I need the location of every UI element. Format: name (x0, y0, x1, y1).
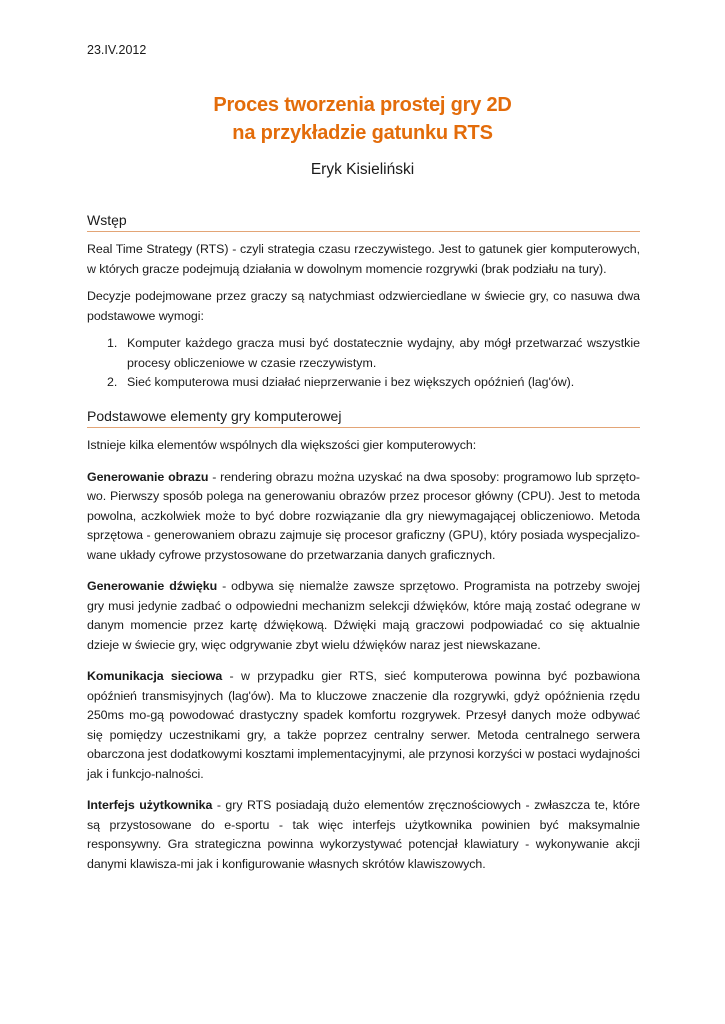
elements-heading: Podstawowe elementy gry komputerowej (87, 408, 640, 428)
element-term: Komunikacja sieciowa (87, 669, 223, 683)
element-paragraph-sound (87, 577, 640, 655)
requirements-list (87, 334, 640, 393)
element-description: - rendering obrazu można uzyskać na dwa sposoby: programowo lub sprzęto-wo. Pierwszy sposób polega na generowaniu obrazów przez procesor główny (CPU). Jest to metoda powolna, aczkolwiek może to być dobre rozwiązanie dla gry niewymagającej obliczeniowo. Metoda sprzętowa - generowaniem obrazu zajmuje się procesor graficzny (GPU), który posiada wyspecjalizo-wane układy cyfrowe przystosowane do przetwarzania danych graficznych. (87, 469, 640, 562)
document-date: 23.IV.2012 (87, 43, 147, 57)
list-item-number: 2. (107, 375, 118, 389)
title-line-1: Proces tworzenia prostej gry 2D (213, 94, 512, 116)
intro-section (87, 212, 640, 393)
list-item (87, 334, 640, 373)
intro-paragraph-2: Decyzje podejmowane przez graczy są natychmiast odzwierciedlane w świecie gry, co nasuwa dwa podstawowe wymogi: (87, 289, 640, 323)
author-name: Eryk Kisieliński (310, 161, 415, 178)
element-paragraph-network (87, 667, 640, 784)
element-term: Generowanie dźwięku (87, 579, 218, 593)
list-item (87, 373, 640, 393)
list-item-text: Komputer każdego gracza musi być dostatecznie wydajny, aby mógł przetwarzać wszystkie procesy obliczeniowe w czasie rzeczywistym. (127, 336, 640, 370)
list-item-text: Sieć komputerowa musi działać nieprzerwanie i bez większych opóźnień (lag'ów). (127, 375, 575, 389)
element-description: - w przypadku gier RTS, sieć komputerowa powinna być pozbawiona opóźnień transmisyjnych (lag'ów). Ma to kluczowe znaczenie dla rozgrywki, gdyż opóźnienia rzędu 250ms mo-gą powodować drastyczny spadek komfortu rozgrywek. Przesył danych może odbywać się pomiędzy uczestnikami gry, a także poprzez centralny serwer. Metoda centralnego serwera obarczona jest dodatkowymi kosztami implementacyjnymi, ale przynosi korzyści w postaci wydajności jak i funkcjo-nalności. (87, 669, 640, 781)
elements-section (87, 408, 640, 882)
title-line-2: na przykładzie gatunku RTS (232, 122, 493, 144)
element-description: - odbywa się niemalże zawsze sprzętowo. Programista na potrzeby swojej gry musi jedynie zadbać o odpowiedni mechanizm selekcji dźwięków, które mają zostać odegrane w danym momencie przez kartę dźwiękową. Dźwięki mają graczowi podpowiadać co się aktualnie dzieje w świecie gry, więc odgrywanie zbyt wielu dźwięków naraz jest niewskazane. (87, 579, 641, 652)
intro-heading: Wstęp (87, 212, 640, 232)
intro-paragraph-1: Real Time Strategy (RTS) - czyli strategia czasu rzeczywistego. Jest to gatunek gier komputerowych, w których gracze podejmują działania w dowolnym momencie rozgrywki (brak podziału na tury). (87, 242, 640, 276)
element-paragraph-ui (87, 796, 640, 874)
list-item-number: 1. (107, 336, 118, 350)
element-paragraph-graphics (87, 468, 640, 566)
element-term: Interfejs użytkownika (87, 798, 213, 812)
element-description: - gry RTS posiadają dużo elementów zręcznościowych - zwłaszcza te, które są przystosowane do e-sportu - tak więc interfejs użytkownika powinien być maksymalnie responsywny. Gra strategiczna powinna wykorzystywać potencjał klawiatury - wykonywanie akcji danymi klawisza-mi jak i konfigurowanie własnych skrótów klawiszowych. (87, 798, 640, 871)
elements-intro: Istnieje kilka elementów wspólnych dla większości gier komputerowych: (87, 438, 477, 452)
element-term: Generowanie obrazu (87, 469, 209, 484)
